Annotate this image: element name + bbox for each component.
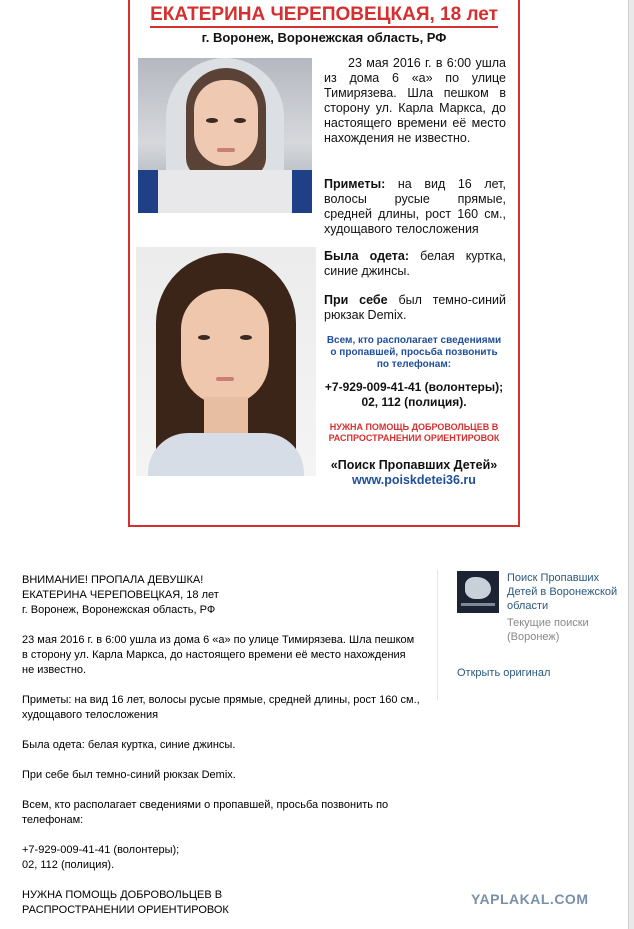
post-text: [22, 573, 420, 918]
map-logo-icon: [465, 577, 491, 599]
poster-carried: При себе был темно-синий рюкзак Demix.: [324, 293, 506, 322]
post-line: НУЖНА ПОМОЩЬ ДОБРОВОЛЬЦЕВ В: [22, 889, 223, 901]
post-line: РАСПРОСТРАНЕНИИ ОРИЕНТИРОВОК: [22, 904, 229, 916]
post-line: Была одета: белая куртка, синие джинсы.: [22, 739, 236, 751]
logo-caption-bar: [461, 603, 495, 606]
post-line: При себе был темно-синий рюкзак Demix.: [22, 769, 236, 781]
group-subtitle: Текущие поиски (Воронеж): [507, 617, 589, 643]
poster-dressed: Была одета: белая куртка, синие джинсы.: [324, 249, 506, 278]
face-shape: [194, 80, 258, 166]
post-line: 02, 112 (полиция).: [22, 859, 115, 871]
photo-hood: [138, 58, 312, 213]
eye-left: [206, 118, 218, 123]
post-line: ВНИМАНИЕ! ПРОПАЛА ДЕВУШКА!: [22, 574, 204, 586]
post-line: Всем, кто располагает сведениями о пропавшей, просьба позвонить по телефонам:: [22, 799, 389, 826]
scrollbar-track[interactable]: [628, 0, 634, 929]
post-line: г. Воронеж, Воронежская область, РФ: [22, 604, 216, 616]
eye-right: [240, 335, 252, 340]
face-shape: [181, 289, 269, 405]
mouth: [216, 377, 234, 381]
poster-signs: Приметы: на вид 16 лет, волосы русые прямые, средней длины, рост 160 см., худощавого телосложения: [324, 177, 506, 236]
poster-site: www.poiskdetei36.ru: [352, 473, 476, 487]
eye-left: [198, 335, 210, 340]
sidebar-divider: [437, 570, 438, 700]
poster-help: НУЖНА ПОМОЩЬ ДОБРОВОЛЬЦЕВ В РАСПРОСТРАНЕНИИ ОРИЕНТИРОВОК: [328, 422, 500, 443]
post-line: Приметы: на вид 16 лет, волосы русые прямые, средней длины, рост 160 см., худощавого телосложения: [22, 694, 420, 721]
poster-title: ЕКАТЕРИНА ЧЕРЕПОВЕЦКАЯ, 18 лет: [130, 4, 518, 26]
mouth: [217, 148, 235, 152]
post-line: +7-929-009-41-41 (волонтеры);: [22, 844, 180, 856]
open-original-link[interactable]: Открыть оригинал: [457, 667, 551, 679]
poster-phones: +7-929-009-41-41 (волонтеры); 02, 112 (полиция).: [324, 380, 504, 409]
post-line: ЕКАТЕРИНА ЧЕРЕПОВЕЦКАЯ, 18 лет: [22, 589, 219, 601]
post-line: 23 мая 2016 г. в 6:00 ушла из дома 6 «а» по улице Тимирязева. Шла пешком в сторону ул. Карла Маркса, до настоящего времени её место нахождения не известно.: [22, 634, 415, 676]
poster-story: 23 мая 2016 г. в 6:00 ушла из дома 6 «а» по улице Тимирязева. Шла пешком в сторону ул. Карла Маркса, до настоящего времени её место нахождения не известно.: [324, 56, 506, 145]
missing-person-poster[interactable]: [128, 0, 520, 527]
eye-right: [234, 118, 246, 123]
poster-org: «Поиск Пропавших Детей»: [330, 458, 498, 472]
poster-appeal: Всем, кто располагает сведениями о пропавшей, просьба позвонить по телефонам:: [326, 335, 502, 370]
photo-portrait: [136, 247, 316, 476]
poster-city: г. Воронеж, Воронежская область, РФ: [201, 30, 447, 45]
backpack-straps: [138, 170, 312, 213]
neck-shape: [204, 397, 248, 437]
shirt-shape: [148, 433, 304, 476]
watermark: YAPLAKAL.COM: [471, 891, 589, 907]
group-name-link[interactable]: Поиск Пропавших Детей в Воронежской области: [507, 572, 618, 612]
group-avatar[interactable]: [457, 571, 499, 613]
